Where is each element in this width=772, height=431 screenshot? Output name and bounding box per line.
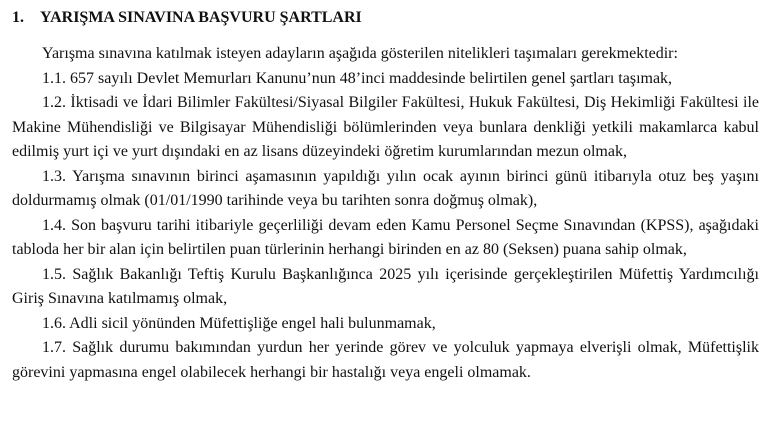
requirement-1-4: 1.4. Son başvuru tarihi itibariyle geçerliliği devam eden Kamu Personel Seçme Sınavından (KPSS), aşağıdaki tabloda her bir alan için belirtilen puan türlerinin herhangi birinden en az 80 (Seksen) puana sahip olmak, bbox=[12, 216, 759, 258]
section-title: YARIŞMA SINAVINA BAŞVURU ŞARTLARI bbox=[40, 9, 362, 26]
requirement-1-2: 1.2. İktisadi ve İdari Bilimler Fakültesi/Siyasal Bilgiler Fakültesi, Hukuk Fakültesi, Diş Hekimliği Fakültesi ile Makine Mühendisliği ve Bilgisayar Mühendisliği bölümlerinden veya bunlara denkliği yetkili makamlarca kabul edilmiş yurt içi ve yurt dışındaki en az lisans düzeyindeki öğretim kurumlarından mezun olmak, bbox=[12, 94, 759, 160]
section-body bbox=[12, 42, 759, 385]
requirement-1-6: 1.6. Adli sicil yönünden Müfettişliğe engel hali bulunmamak, bbox=[42, 314, 436, 332]
requirement-1-3: 1.3. Yarışma sınavının birinci aşamasının yapıldığı yılın ocak ayının birinci günü itibarıyla otuz beş yaşını doldurmamış olmak (01/01/1990 tarihinde veya bu tarihten sonra doğmuş olmak), bbox=[12, 167, 759, 209]
requirement-1-1: 1.1. 657 sayılı Devlet Memurları Kanunu’nun 48’inci maddesinde belirtilen genel şartları taşımak, bbox=[42, 69, 673, 87]
intro-paragraph: Yarışma sınavına katılmak isteyen adayların aşağıda gösterilen nitelikleri taşımaları gerekmektedir: bbox=[42, 45, 678, 62]
requirement-1-7: 1.7. Sağlık durumu bakımından yurdun her yerinde görev ve yolculuk yapmaya elverişli olmak, Müfettişlik görevini yapmasına engel olabilecek herhangi bir hastalığı veya engeli olmamak. bbox=[12, 339, 759, 381]
requirement-1-5: 1.5. Sağlık Bakanlığı Teftiş Kurulu Başkanlığınca 2025 yılı içerisinde gerçekleştirilen Müfettiş Yardımcılığı Giriş Sınavına katılmamış olmak, bbox=[12, 265, 759, 307]
section-number: 1. bbox=[12, 9, 24, 26]
section-heading bbox=[12, 7, 362, 29]
